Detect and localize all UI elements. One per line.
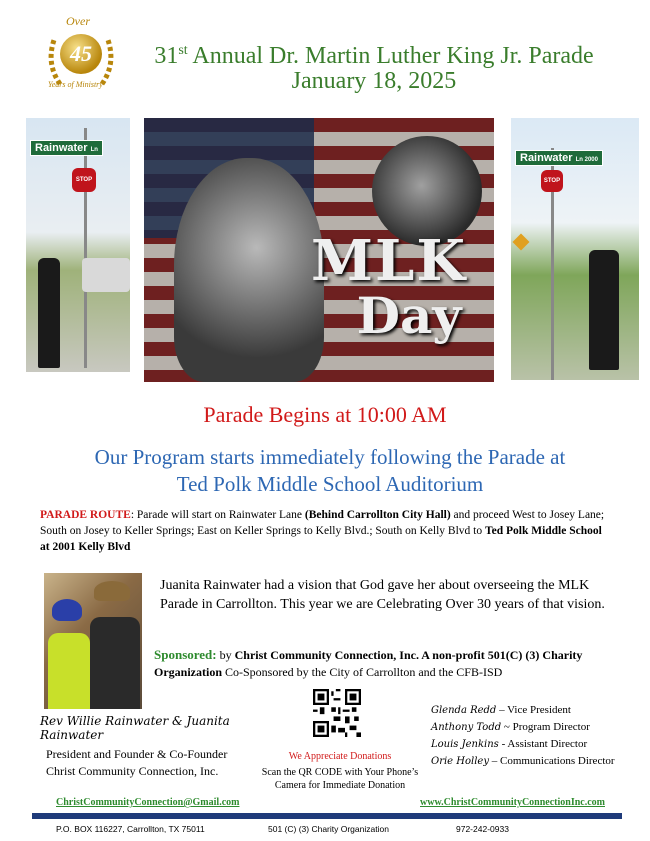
program-line-1: Our Program starts immediately following the Parade at [94, 445, 566, 469]
parade-route [40, 507, 605, 555]
officer-name: Orie Holley [431, 756, 489, 767]
anniversary-logo [38, 14, 124, 100]
footer-address: P.O. BOX 116227, Carrollton, TX 75011 [56, 824, 205, 834]
parade-start-time: Parade Begins at 10:00 AM [203, 402, 447, 427]
route-text-1: : Parade will start on Rainwater Lane [130, 509, 305, 521]
founder-title-line-2: Christ Community Connection, Inc. [46, 764, 219, 778]
car [82, 258, 130, 292]
page-title [124, 36, 624, 71]
mlk-day-image [144, 118, 494, 382]
sponsored-label: Sponsored: [154, 647, 217, 662]
stop-sign-right: STOP [541, 170, 563, 192]
title-rest: Annual Dr. Martin Luther King Jr. Parade [192, 43, 594, 69]
title-suffix: st [178, 43, 188, 58]
title-ordinal: 31 [154, 43, 179, 69]
person-holding-sign [38, 258, 60, 368]
founder-title-line-1: President and Founder & Co-Founder [46, 747, 228, 761]
officer-row [431, 702, 631, 719]
email-link[interactable]: ChristCommunityConnection@Gmail.com [56, 797, 240, 808]
donations-appeal: We Appreciate Donations [288, 751, 392, 762]
founders-photo [44, 573, 142, 709]
street-sign-suffix: Ln [90, 147, 98, 153]
founders-signature: Rev Willie Rainwater & Juanita Rainwater [40, 714, 230, 742]
scan-line-1: Scan the QR CODE with Your Phone’s [261, 767, 419, 778]
website-link[interactable]: www.ChristCommunityConnectionInc.com [420, 797, 605, 808]
officer-role: - Assistant Director [498, 738, 588, 750]
footer-org-type: 501 (C) (3) Charity Organization [268, 824, 389, 834]
qr-code-icon[interactable] [313, 689, 361, 737]
officer-name: Glenda Redd [431, 705, 497, 716]
officer-role: – Communications Director [488, 755, 615, 767]
logo-number: 45 [60, 34, 102, 74]
route-text-2: and proceed West to Josey Lane; South on Josey to Keller Springs; East on Keller Springs to Kelly Blvd.; South on Kelly Blvd to [40, 509, 605, 537]
dark-jacket [90, 617, 140, 709]
sponsored-by: by [216, 648, 235, 662]
street-sign-text: Rainwater [520, 152, 573, 164]
footer-divider [32, 813, 622, 819]
event-date: January 18, 2025 [291, 68, 457, 94]
officer-name: Louis Jenkins [431, 739, 499, 750]
photo-sign-right [511, 118, 639, 380]
brown-hat [94, 581, 130, 601]
vision-statement: Juanita Rainwater had a vision that God gave her about overseeing the MLK Parade in Carrollton. This year we are Celebrating Over 30 years of that vision. [160, 578, 605, 612]
street-sign-right [515, 150, 603, 166]
footer-phone: 972-242-0933 [456, 824, 509, 834]
logo-over-label: Over [66, 14, 90, 28]
officer-name: Anthony Todd [431, 722, 502, 733]
sponsor-org: Christ Community Connection, Inc. A non-profit 501(C) (3) Charity Organization [154, 648, 583, 679]
person-holding-sign [589, 250, 619, 370]
program-line-2: Ted Polk Middle School Auditorium [176, 472, 484, 496]
photo-sign-left [26, 118, 130, 372]
route-bold-2: Ted Polk Middle School at 2001 Kelly Blvd [40, 525, 602, 553]
co-sponsors: Co-Sponsored by the City of Carrollton and the CFB-ISD [222, 665, 503, 679]
scan-instructions [242, 766, 438, 792]
route-bold-1: (Behind Carrollton City Hall) [304, 509, 451, 521]
officer-role: – Vice President [496, 704, 571, 716]
scan-line-2: Camera for Immediate Donation [274, 780, 406, 791]
logo-years-label: Years of Ministry [48, 80, 103, 89]
yellow-jacket [48, 633, 90, 709]
officers-list [431, 702, 631, 770]
officer-row [431, 753, 631, 770]
officer-row [431, 736, 631, 753]
mlk-text: MLK [310, 228, 468, 294]
route-label: PARADE ROUTE [40, 509, 131, 521]
street-sign-suffix: Ln 2000 [575, 157, 598, 163]
sponsorship [154, 646, 614, 681]
day-text: Day [356, 286, 462, 345]
stop-sign-left: STOP [72, 168, 96, 192]
officer-role: ~ Program Director [501, 721, 590, 733]
officer-row [431, 719, 631, 736]
warning-sign-icon [513, 234, 530, 251]
sign-pole [84, 128, 87, 368]
founders-titles [46, 746, 266, 780]
street-sign-left [30, 140, 103, 156]
street-sign-text: Rainwater [35, 142, 88, 154]
blue-hat [52, 599, 82, 621]
program-announcement [50, 444, 610, 498]
